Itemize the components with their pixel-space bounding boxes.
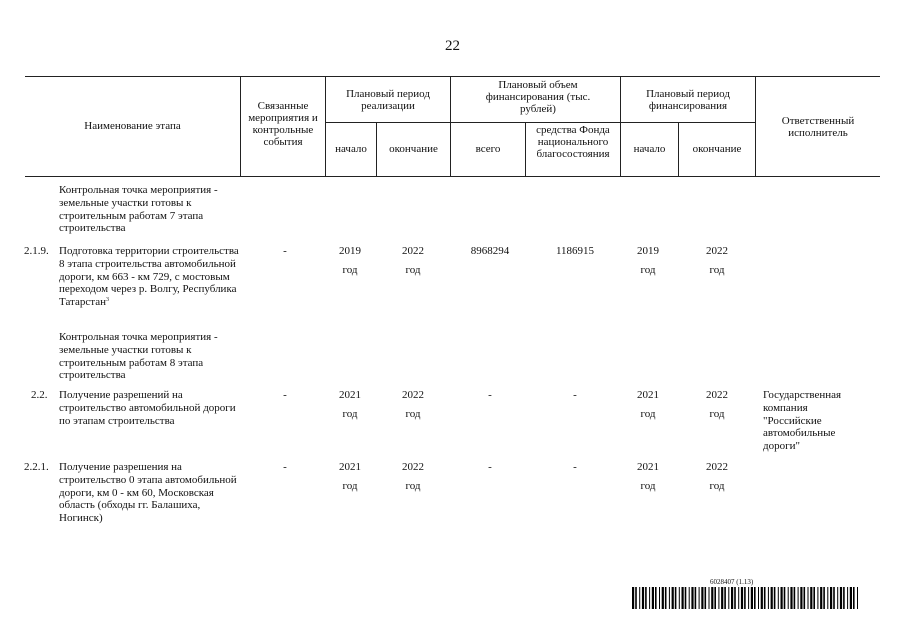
row-fund: 1186915 bbox=[555, 245, 595, 257]
barcode-image bbox=[632, 587, 860, 609]
header-planned-period: Плановый период реализации bbox=[346, 88, 430, 112]
row-number: 2.2.1. bbox=[24, 461, 49, 473]
col-divider bbox=[525, 122, 526, 176]
row-end-unit: год bbox=[405, 264, 421, 276]
row-name: Получение разрешения на строительство 0 этапа автомобильной дороги, км 0 - км 60, Московская область (обходы гг. Балашиха, Ногинск) bbox=[59, 461, 237, 525]
row-fin-start-year: 2021 bbox=[637, 389, 659, 401]
col-divider bbox=[240, 76, 241, 176]
header-fin-start: начало bbox=[633, 143, 666, 155]
row-fin-start-unit: год bbox=[640, 408, 656, 420]
row-end-unit: год bbox=[405, 408, 421, 420]
header-financing-period: Плановый период финансирования bbox=[646, 88, 730, 112]
header-total: всего bbox=[475, 143, 501, 155]
header-planned-volume: Плановый объем финансирования (тыс. рублей) bbox=[485, 79, 591, 115]
header-related-events: Связанные мероприятия и контрольные события bbox=[248, 100, 318, 148]
barcode-caption: 6028407 (1.13) bbox=[710, 578, 754, 586]
row-related: - bbox=[283, 245, 287, 257]
row-fund: - bbox=[573, 389, 577, 401]
row-total: 8968294 bbox=[470, 245, 510, 257]
row-name: Контрольная точка мероприятия - земельные участки готовы к строительным работам 8 этапа строительства bbox=[59, 331, 218, 382]
row-name: Подготовка территории строительства 8 этапа строительства автомобильной дороги, км 663 - км 729, с мостовым переходом через р. Волгу, Республика Татарстан$^3$ bbox=[59, 245, 239, 309]
row-total: - bbox=[488, 389, 492, 401]
row-fin-start-unit: год bbox=[640, 264, 656, 276]
row-fin-end-unit: год bbox=[709, 264, 725, 276]
row-number: 2.1.9. bbox=[24, 245, 49, 257]
header-end: окончание bbox=[389, 143, 438, 155]
row-number: 2.2. bbox=[31, 389, 48, 401]
row-start-unit: год bbox=[342, 408, 358, 420]
col-divider bbox=[620, 76, 621, 176]
row-end-unit: год bbox=[405, 480, 421, 492]
row-start-unit: год bbox=[342, 264, 358, 276]
row-fin-end-unit: год bbox=[709, 408, 725, 420]
header-fund: средства Фонда национального благосостояния bbox=[536, 124, 610, 160]
row-name: Контрольная точка мероприятия - земельные участки готовы к строительным работам 7 этапа строительства bbox=[59, 184, 218, 235]
row-fin-end-year: 2022 bbox=[706, 461, 728, 473]
row-fund: - bbox=[573, 461, 577, 473]
header-stage-name: Наименование этапа bbox=[84, 120, 181, 132]
row-fin-end-year: 2022 bbox=[706, 245, 728, 257]
header-bottom-border bbox=[25, 176, 880, 177]
row-related: - bbox=[283, 389, 287, 401]
col-divider bbox=[325, 76, 326, 176]
row-related: - bbox=[283, 461, 287, 473]
row-end-year: 2022 bbox=[402, 245, 424, 257]
row-end-year: 2022 bbox=[402, 389, 424, 401]
row-fin-start-unit: год bbox=[640, 480, 656, 492]
row-responsible: Государственная компания "Российские автомобильные дороги" bbox=[763, 389, 842, 453]
header-start: начало bbox=[335, 143, 367, 155]
row-end-year: 2022 bbox=[402, 461, 424, 473]
table-top-border bbox=[25, 76, 880, 77]
row-total: - bbox=[488, 461, 492, 473]
row-start-year: 2021 bbox=[339, 389, 361, 401]
row-name: Получение разрешений на строительство автомобильной дороги по этапам строительства bbox=[59, 389, 236, 427]
row-start-year: 2019 bbox=[339, 245, 361, 257]
row-start-year: 2021 bbox=[339, 461, 361, 473]
row-fin-end-year: 2022 bbox=[706, 389, 728, 401]
col-divider bbox=[450, 76, 451, 176]
page-number: 22 bbox=[445, 38, 460, 54]
header-subdivider bbox=[325, 122, 755, 123]
col-divider bbox=[755, 76, 756, 176]
row-start-unit: год bbox=[342, 480, 358, 492]
header-fin-end: окончание bbox=[692, 143, 742, 155]
footnote-marker: 3 bbox=[105, 297, 109, 304]
row-fin-start-year: 2019 bbox=[637, 245, 659, 257]
row-fin-start-year: 2021 bbox=[637, 461, 659, 473]
row-fin-end-unit: год bbox=[709, 480, 725, 492]
header-responsible: Ответственный исполнитель bbox=[781, 115, 855, 139]
